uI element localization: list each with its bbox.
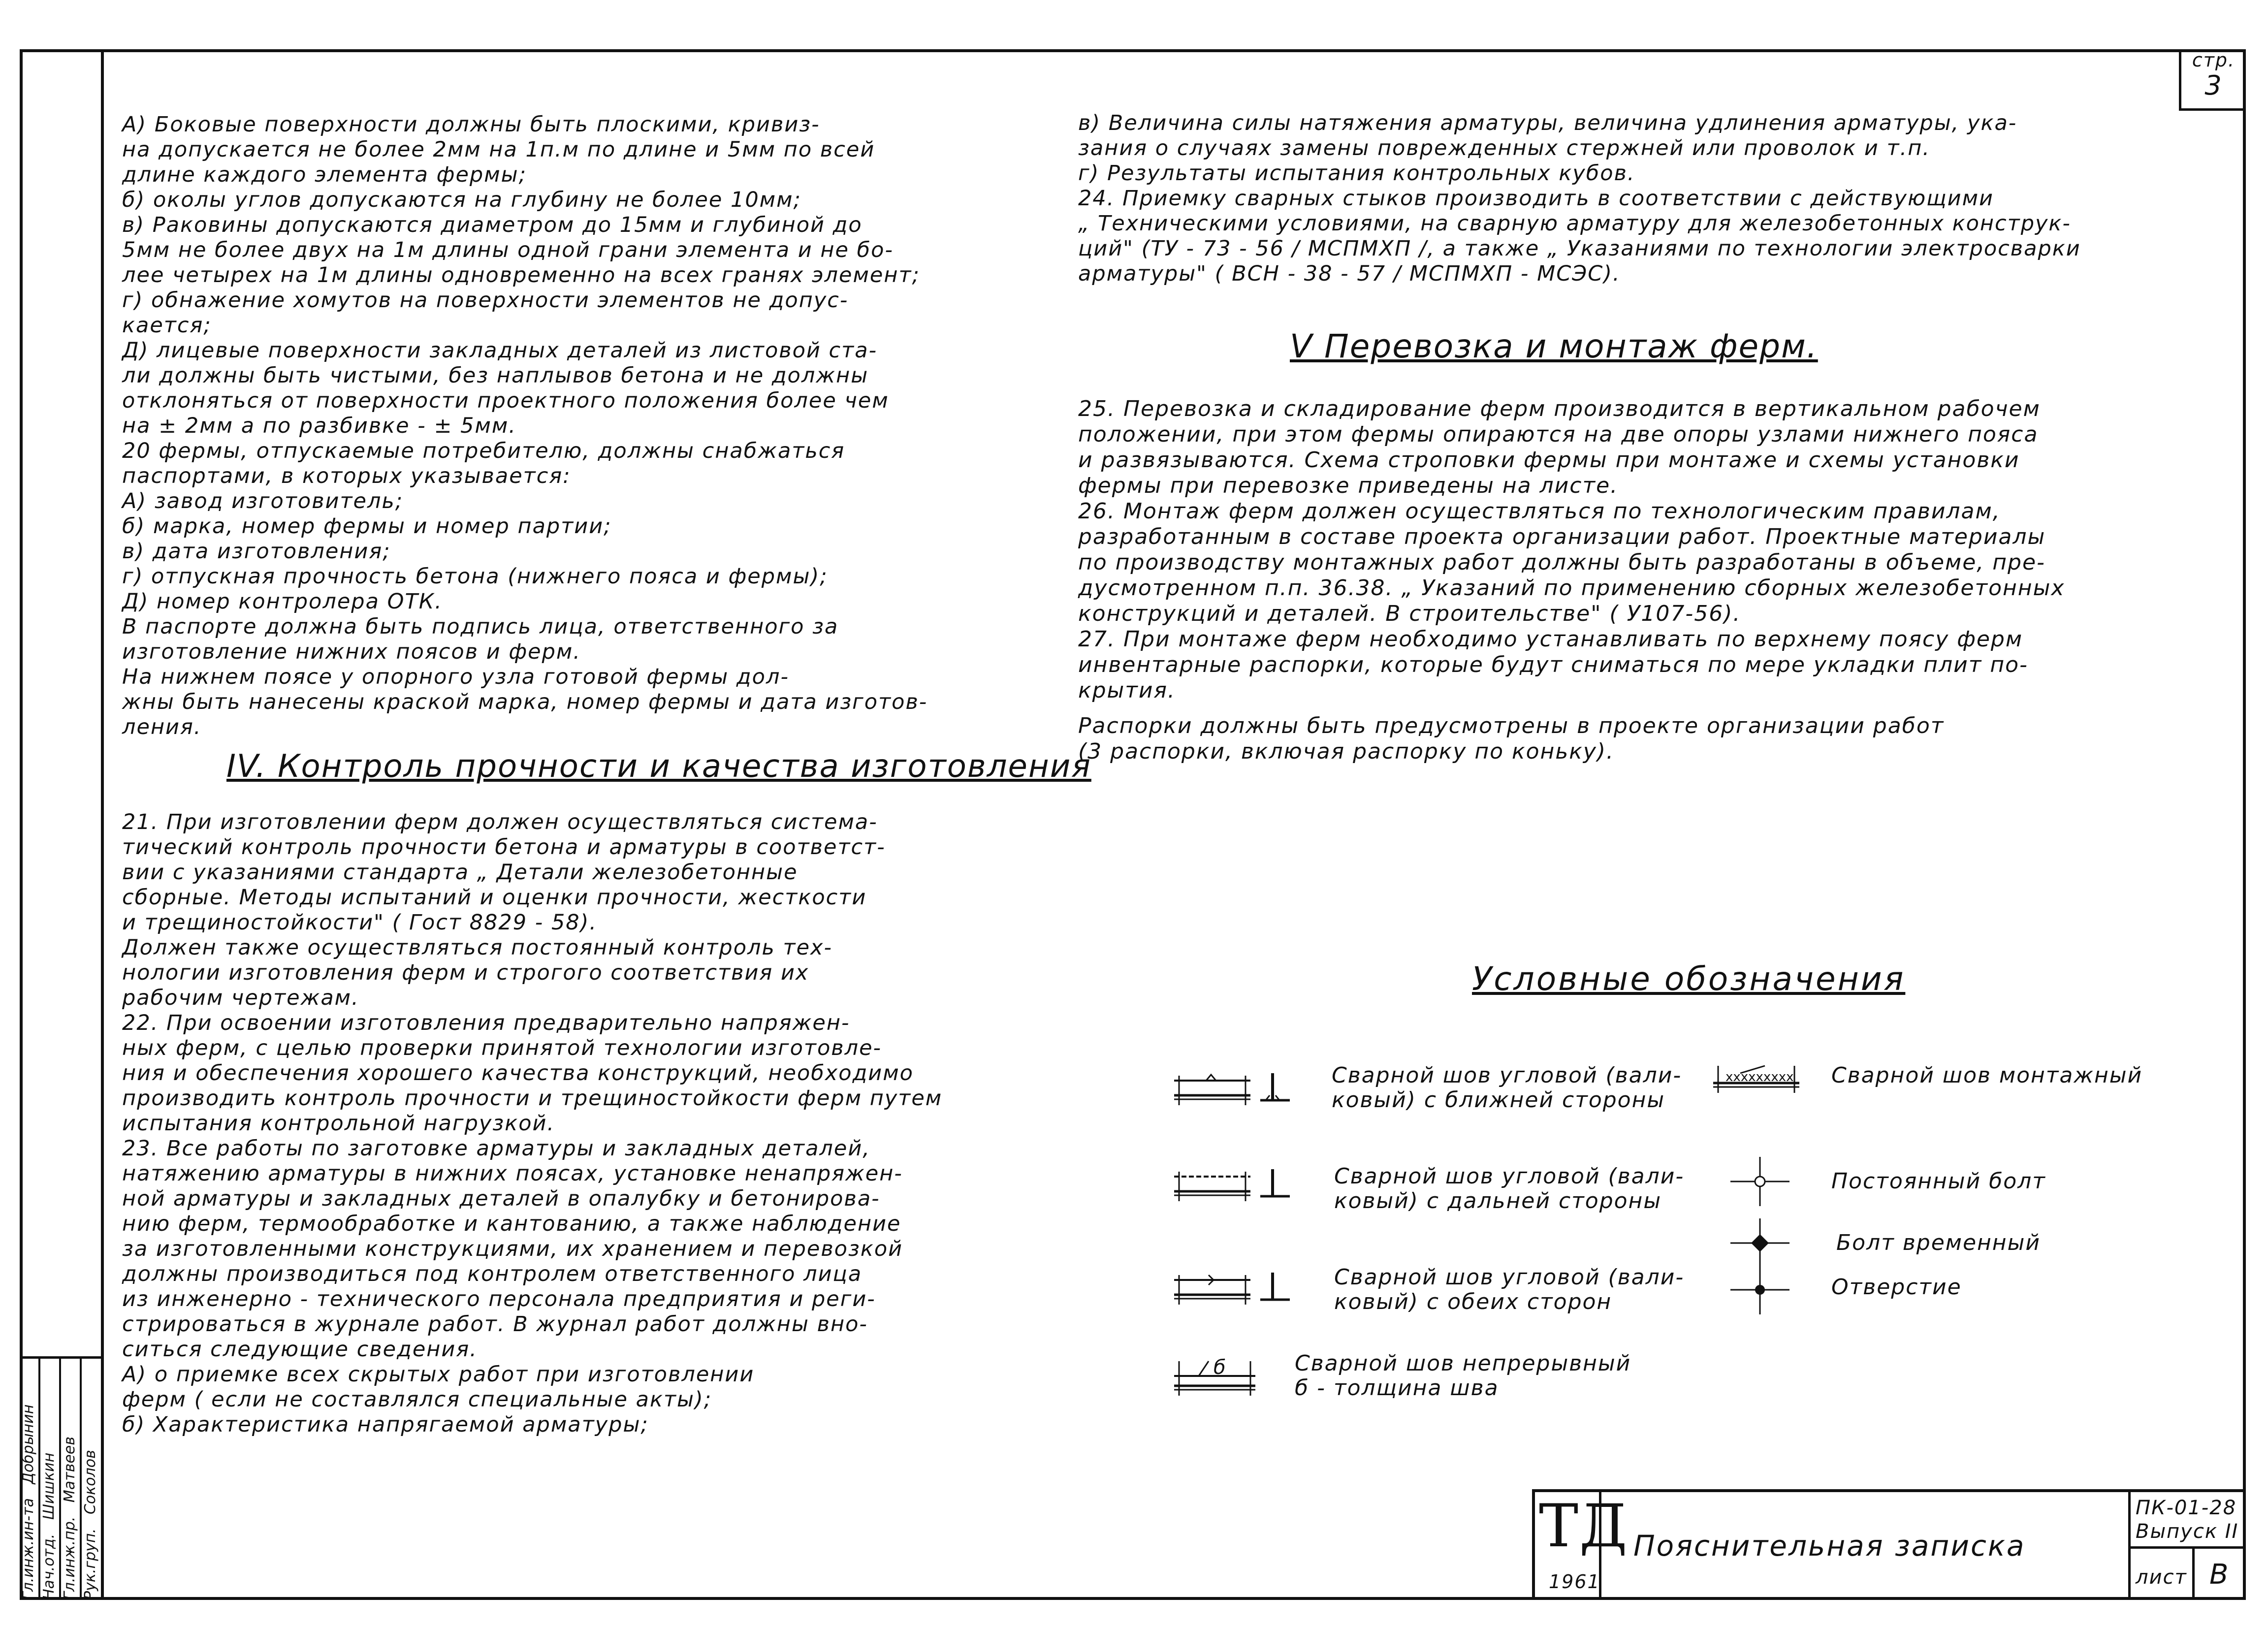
- text-line: конструкций и деталей. В строительстве" ( У107-56).: [1078, 601, 1741, 626]
- text-line: 21. При изготовлении ферм должен осуществляться система-: [122, 810, 878, 834]
- stamp-column: [82, 1359, 103, 1600]
- text-line: 22. При освоении изготовления предварительно напряжен-: [122, 1011, 850, 1035]
- sheet-divider: [2192, 1549, 2195, 1600]
- stamp-name: Добрынин: [20, 1404, 37, 1484]
- stamp-column: [20, 1359, 40, 1600]
- text-line: г) Результаты испытания контрольных кубов.: [1078, 161, 1635, 186]
- legend-item-label: Болт временный: [1836, 1230, 2041, 1255]
- page-number-label: стр.: [2192, 49, 2236, 71]
- stamp-role: Гл.инж.ин-та: [20, 1498, 37, 1600]
- permanent-bolt-icon: [1728, 1154, 1792, 1209]
- stamp-column: [40, 1359, 61, 1600]
- weld-site-icon: [1711, 1058, 1809, 1103]
- sheet-number-box: [2128, 1549, 2246, 1600]
- legend-title: Условные обозначения: [1472, 960, 1906, 998]
- stamp-name: Матвеев: [61, 1436, 78, 1503]
- section-v-heading: V Перевозка и монтаж ферм.: [1290, 327, 1818, 365]
- text-line: тический контроль прочности бетона и арматуры в соответст-: [122, 835, 886, 860]
- institute-logo: ТД 1961: [1535, 1492, 1601, 1600]
- text-line: в) Раковины допускаются диаметром до 15мм и глубиной до: [122, 213, 862, 237]
- text-line: б) марка, номер фермы и номер партии;: [122, 514, 612, 539]
- text-line: г) обнажение хомутов на поверхности элементов не допус-: [122, 288, 849, 313]
- text-line: Д) номер контролера ОТК.: [122, 589, 443, 614]
- series-code-box: [2128, 1492, 2246, 1549]
- text-line: ния и обеспечения хорошего качества конструкций, необходимо: [122, 1061, 914, 1085]
- text-line: В паспорте должна быть подпись лица, ответственного за: [122, 614, 839, 639]
- text-line: по производству монтажных работ должны быть разработаны в объеме, пре-: [1078, 550, 2045, 575]
- legend-item-label: Отверстие: [1831, 1275, 1962, 1300]
- text-line: положении, при этом фермы опираются на две опоры узлами нижнего пояса: [1078, 422, 2039, 447]
- text-line: за изготовленными конструкциями, их хранением и перевозкой: [122, 1237, 903, 1261]
- weld-fillet-both-sides-icon: [1172, 1260, 1300, 1314]
- text-line: Д) лицевые поверхности закладных деталей из листовой ста-: [122, 338, 878, 363]
- stamp-role: Рук.груп.: [82, 1528, 99, 1600]
- text-line: 25. Перевозка и складирование ферм производится в вертикальном рабочем: [1078, 396, 2041, 421]
- logo-year: 1961: [1549, 1571, 1600, 1593]
- text-line: 5мм не более двух на 1м длины одной грани элемента и не бо-: [122, 238, 894, 262]
- text-line: в) Величина силы натяжения арматуры, величина удлинения арматуры, ука-: [1078, 111, 2017, 135]
- text-line: б) Характеристика напрягаемой арматуры;: [122, 1412, 649, 1437]
- weld-continuous-icon: [1172, 1346, 1270, 1401]
- text-line: на ± 2мм а по разбивке - ± 5мм.: [122, 414, 517, 438]
- text-line: стрироваться в журнале работ. В журнал работ должны вно-: [122, 1312, 868, 1337]
- stamp-name: Шишкин: [40, 1452, 58, 1520]
- text-line: натяжению арматуры в нижних поясах, установке ненапряжен-: [122, 1161, 903, 1186]
- text-line: зания о случаях замены поврежденных стержней или проволок и т.п.: [1078, 136, 1930, 160]
- text-line: 27. При монтаже ферм необходимо устанавливать по верхнему поясу ферм: [1078, 627, 2023, 652]
- weld-fillet-near-side-icon: [1172, 1061, 1300, 1115]
- text-line: вии с указаниями стандарта „ Детали железобетонные: [122, 860, 798, 885]
- title-block: [1532, 1489, 2246, 1600]
- text-line: 26. Монтаж ферм должен осуществляться по технологическим правилам,: [1078, 499, 2001, 524]
- page-number: 3: [2204, 70, 2223, 101]
- legend-item-label: Сварной шов угловой (вали- ковый) с обеих сторон: [1334, 1265, 1685, 1314]
- text-line: А) Боковые поверхности должны быть плоскими, кривиз-: [122, 112, 820, 137]
- text-line: длине каждого элемента фермы;: [122, 162, 527, 187]
- text-line: арматуры" ( ВСН - 38 - 57 / МСПМХП - МСЭС).: [1078, 261, 1621, 286]
- stamp-role: Гл.инж.пр.: [61, 1516, 78, 1600]
- text-line: ных ферм, с целью проверки принятой технологии изготовле-: [122, 1036, 882, 1060]
- svg-text:xxxxxxxxx: xxxxxxxxx: [1725, 1070, 1794, 1085]
- text-line: дусмотренном п.п. 36.38. „ Указаний по применению сборных железобетонных: [1078, 575, 2065, 601]
- text-line: разработанным в составе проекта организации работ. Проектные материалы: [1078, 524, 2046, 549]
- text-line: ли должны быть чистыми, без наплывов бетона и не должны: [122, 363, 869, 388]
- text-line: ций" (ТУ - 73 - 56 / МСПМХП /, а также „ Указаниями по технологии электросварки: [1078, 236, 2081, 261]
- weld-thickness-mark: б: [1214, 1356, 1226, 1379]
- text-line: и трещиностойкости" ( Гост 8829 - 58).: [122, 910, 598, 935]
- text-line: должны производиться под контролем ответственного лица: [122, 1262, 862, 1286]
- text-line: 20 фермы, отпускаемые потребителю, должны снабжаться: [122, 439, 845, 463]
- text-line: На нижнем поясе у опорного узла готовой фермы дол-: [122, 665, 789, 689]
- text-line: кается;: [122, 313, 212, 338]
- text-line: рабочим чертежам.: [122, 986, 359, 1010]
- text-line: ления.: [122, 715, 202, 739]
- legend-item-label: Сварной шов угловой (вали- ковый) с дальней стороны: [1334, 1164, 1685, 1213]
- text-line: инвентарные распорки, которые будут сниматься по мере укладки плит по-: [1078, 652, 2028, 677]
- text-line: из инженерно - технического персонала предприятия и реги-: [122, 1287, 876, 1311]
- text-line: 23. Все работы по заготовке арматуры и закладных деталей,: [122, 1136, 870, 1161]
- text-line: паспортами, в которых указывается:: [122, 464, 571, 488]
- stamp-name: Соколов: [82, 1450, 99, 1515]
- text-line: отклоняться от поверхности проектного положения более чем: [122, 388, 889, 413]
- text-line: жны быть нанесены краской марка, номер фермы и дата изготов-: [122, 690, 928, 714]
- text-line: нию ферм, термообработке и кантованию, а также наблюдение: [122, 1212, 901, 1236]
- left-text-column-2: [122, 810, 1057, 1437]
- section-iv-heading: IV. Контроль прочности и качества изготовления: [226, 748, 1091, 785]
- left-text-column: [122, 112, 1057, 740]
- legend-item-label: Постоянный болт: [1831, 1169, 2046, 1194]
- signature-stamp: [20, 1356, 103, 1600]
- text-line: испытания контрольной нагрузкой.: [122, 1111, 555, 1136]
- text-line: производить контроль прочности и трещиностойкости ферм путем: [122, 1086, 943, 1111]
- sheet-label: лист: [2136, 1566, 2187, 1589]
- sheet-title: Пояснительная записка: [1633, 1529, 2026, 1563]
- text-line: А) о приемке всех скрытых работ при изготовлении: [122, 1362, 755, 1387]
- legend-item-label: Сварной шов непрерывный б - толщина шва: [1295, 1351, 1631, 1401]
- text-line: в) дата изготовления;: [122, 539, 391, 564]
- text-line: на допускается не более 2мм на 1п.м по длине и 5мм по всей: [122, 137, 875, 162]
- text-line: А) завод изготовитель;: [122, 489, 404, 513]
- legend-item-label: Сварной шов монтажный: [1831, 1063, 2143, 1088]
- right-text-column-2: [1078, 396, 2230, 765]
- sheet-number: В: [2209, 1559, 2230, 1591]
- weld-fillet-far-side-icon: [1172, 1157, 1300, 1211]
- text-line: „ Техническими условиями, на сварную арматуру для железобетонных конструк-: [1078, 211, 2071, 236]
- text-line: Должен также осуществляться постоянный контроль тех-: [122, 935, 832, 960]
- text-line: сборные. Методы испытаний и оценки прочности, жесткости: [122, 885, 867, 910]
- text-line: ферм ( если не составлялся специальные акты);: [122, 1387, 712, 1412]
- text-line: крытия.: [1078, 678, 1176, 703]
- text-line: и развязываются. Схема строповки фермы при монтаже и схемы установки: [1078, 447, 2020, 473]
- legend-item-label: Сварной шов угловой (вали- ковый) с ближней стороны: [1332, 1063, 1682, 1113]
- text-line: ситься следующие сведения.: [122, 1337, 478, 1362]
- text-line: фермы при перевозке приведены на листе.: [1078, 473, 1619, 498]
- right-text-column: [1078, 111, 2230, 287]
- text-line: лее четырех на 1м длины одновременно на всех гранях элемент;: [122, 263, 921, 287]
- text-line: г) отпускная прочность бетона (нижнего пояса и фермы);: [122, 564, 828, 589]
- text-line: 24. Приемку сварных стыков производить в соответствии с действующими: [1078, 186, 1994, 211]
- stamp-column: [61, 1359, 82, 1600]
- series-code: ПК-01-28: [2136, 1497, 2237, 1519]
- stamp-role: Нач.отд.: [40, 1533, 58, 1600]
- page-number-box: [2179, 49, 2246, 111]
- text-line: б) околы углов допускаются на глубину не более 10мм;: [122, 188, 802, 212]
- text-line: изготовление нижних поясов и ферм.: [122, 639, 581, 664]
- text-line: нологии изготовления ферм и строгого соответствия их: [122, 960, 809, 985]
- hole-icon: [1728, 1263, 1792, 1317]
- text-line: Распорки должны быть предусмотрены в проекте организации работ: [1078, 713, 1945, 738]
- series-issue: Выпуск II: [2136, 1520, 2239, 1543]
- text-line: ной арматуры и закладных деталей в опалубку и бетонирова-: [122, 1186, 880, 1211]
- temporary-bolt-icon: [1728, 1216, 1792, 1270]
- text-line: (3 распорки, включая распорку по коньку).: [1078, 739, 1615, 764]
